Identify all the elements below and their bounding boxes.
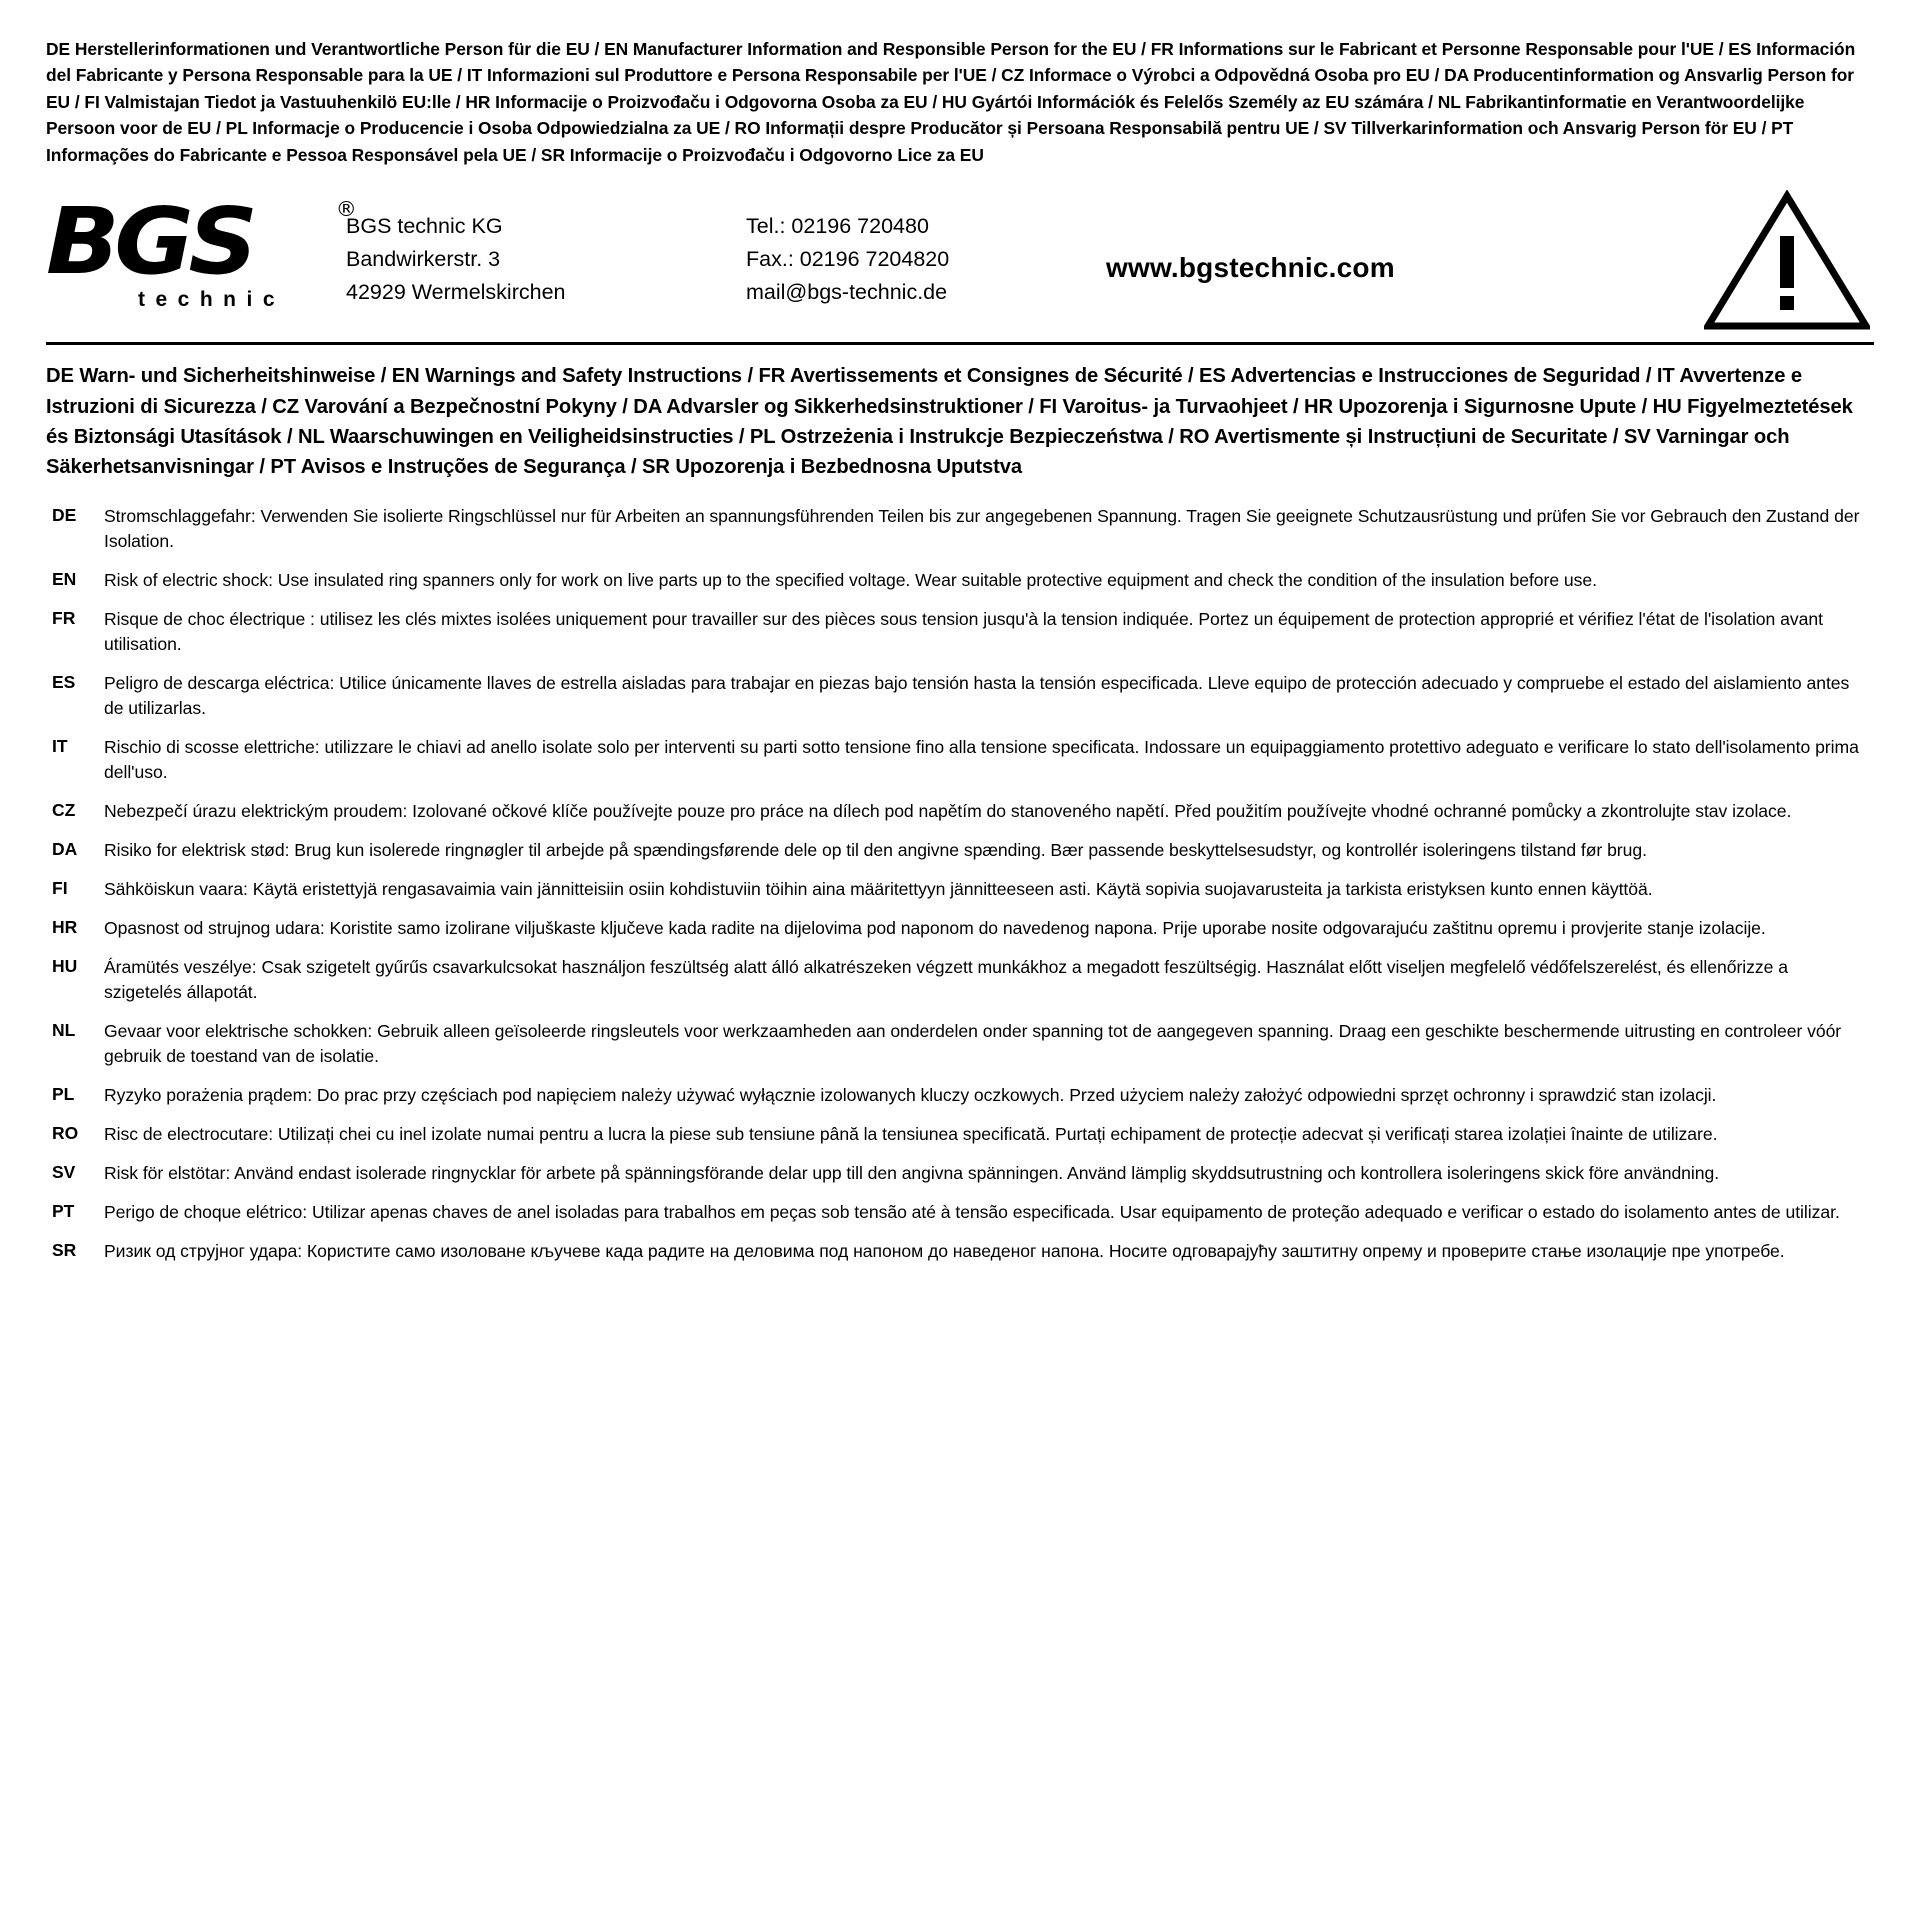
company-contact	[746, 184, 1106, 308]
company-email: mail@bgs-technic.de	[746, 279, 948, 304]
list-item	[46, 568, 1874, 593]
language-code: IT	[52, 736, 68, 757]
language-code: FR	[52, 608, 76, 629]
list-item	[46, 1122, 1874, 1147]
language-code: RO	[52, 1122, 79, 1143]
safety-instructions-heading: DE Warn- und Sicherheitshinweise / EN Warnings and Safety Instructions / FR Avertissements et Consignes de Sécurité / ES Advertencias e Instrucciones de Seguridad / IT Avvertenze e Istruzioni di Sicurezza / CZ Varování a Bezpečnostní Pokyny / DA Advarsler og Sikkerhedsinstruktioner / FI Varoitus- ja Turvaohjeet / HR Upozorenja i Sigurnosne Upute / HU Figyelmeztetések és Biztonsági Utasítások / NL Waarschuwingen en Veiligheidsinstructies / PL Ostrzeżenia i Instrukcje Bezpieczeństwa / RO Avertismente și Instrucțiuni de Securitate / SV Varningar och Säkerhetsanvisningar / PT Avisos e Instruções de Segurança / SR Upozorenja i Bezbednosna Uputstva	[46, 365, 1853, 479]
language-text: Áramütés veszélye: Csak szigetelt gyűrűs csavarkulcsokat használjon feszültség alatt álló alkatrészeken végzett munkákhoz a megadott feszültségig. Használat előtt viseljen megfelelő védőfelszerelést, és ellenőrizze a szigetelés állapotát.	[104, 957, 1788, 1003]
language-code: ES	[52, 672, 76, 693]
list-item	[46, 877, 1874, 902]
warning-triangle-icon	[1704, 190, 1870, 330]
language-text: Risiko for elektrisk stød: Brug kun isolerede ringnøgler til arbejde på spændingsførende dele op til den angivne spænding. Bær passende beskyttelsesudstyr, og kontrollér isoleringens tilstand før brug.	[104, 840, 1647, 861]
company-telephone: Tel.: 02196 720480	[746, 214, 929, 239]
language-text: Peligro de descarga eléctrica: Utilice únicamente llaves de estrella aisladas para trabajar en piezas bajo tensión hasta la tensión especificada. Lleve equipo de protección adecuado y compruebe el estado del aislamiento antes de utilizarlas.	[104, 673, 1850, 719]
language-text: Ryzyko porażenia prądem: Do prac przy częściach pod napięciem należy używać wyłącznie izolowanych kluczy oczkowych. Przed użyciem należy założyć odpowiedni sprzęt ochronny i sprawdzić stan izolacji.	[104, 1084, 1717, 1105]
language-code: FI	[52, 878, 68, 899]
language-code: SV	[52, 1161, 76, 1182]
language-code: HR	[52, 917, 78, 938]
logo-subtext: technic	[138, 287, 286, 311]
list-item	[46, 838, 1874, 863]
bgs-logo	[46, 184, 357, 311]
list-item	[46, 955, 1874, 1005]
language-code: DE	[52, 505, 77, 526]
company-fax: Fax.: 02196 7204820	[746, 246, 950, 271]
language-text: Gevaar voor elektrische schokken: Gebruik alleen geïsoleerde ringsleutels voor werkzaamheden aan onderdelen onder spanning tot de aangegeven spanning. Draag een geschikte beschermende uitrusting en controleer vóór gebruik de toestand van de isolatie.	[104, 1020, 1842, 1066]
company-name: BGS technic KG	[346, 214, 503, 239]
company-address	[346, 184, 746, 308]
language-code: CZ	[52, 800, 76, 821]
company-city: 42929 Wermelskirchen	[346, 279, 566, 304]
registered-trademark-icon: ®	[335, 197, 357, 222]
list-item	[46, 671, 1874, 721]
language-text: Sähköiskun vaara: Käytä eristettyjä rengasavaimia vain jännitteisiin osiin kohdistuviin töihin aina määritettyyn jännitteeseen asti. Käytä sopivia suojavarusteita ja tarkista eristyksen kunto ennen käyttöä.	[104, 879, 1653, 900]
list-item	[46, 1161, 1874, 1186]
list-item	[46, 1019, 1874, 1069]
list-item	[46, 1239, 1874, 1264]
language-text: Stromschlaggefahr: Verwenden Sie isolierte Ringschlüssel nur für Arbeiten an spannungsführenden Teilen bis zur angegebenen Spannung. Tragen Sie geeignete Schutzausrüstung und prüfen Sie vor Gebrauch den Zustand der Isolation.	[104, 506, 1860, 552]
company-street: Bandwirkerstr. 3	[346, 246, 501, 271]
language-code: PL	[52, 1083, 75, 1104]
manufacturer-info-heading: DE Herstellerinformationen und Verantwortliche Person für die EU / EN Manufacturer Information and Responsible Person for the EU / FR Informations sur le Fabricant et Personne Responsable pour l'UE / ES Información del Fabricante y Persona Responsable para la UE / IT Informazioni sul Produttore e Persona Responsabile per l'UE / CZ Informace o Výrobci a Odpovědná Osoba pro EU / DA Producentinformation og Ansvarlig Person for EU / FI Valmistajan Tiedot ja Vastuuhenkilö EU:lle / HR Informacije o Proizvođaču i Odgovorna Osoba za EU / HU Gyártói Információk és Felelős Személy az EU számára / NL Fabrikantinformatie en Verantwoordelijke Persoon voor de EU / PL Informacje o Producencie i Osoba Odpowiedzialna za UE / RO Informații despre Producător și Persoana Responsabilă pentru UE / SV Tillverkarinformation och Ansvarig Person för EU / PT Informações do Fabricante e Pessoa Responsável pela UE / SR Informacije o Proizvođaču i Odgovorno Lice za EU	[46, 39, 1856, 165]
language-text: Perigo de choque elétrico: Utilizar apenas chaves de anel isoladas para trabalhos em peças sob tensão até à tensão especificada. Usar equipamento de proteção adequado e verificar o estado do isolamento antes de utilizar.	[104, 1201, 1840, 1222]
language-text: Risk of electric shock: Use insulated ring spanners only for work on live parts up to the specified voltage. Wear suitable protective equipment and check the condition of the insulation before use.	[104, 570, 1597, 591]
language-text: Opasnost od strujnog udara: Koristite samo izolirane viljuškaste ključeve kada radite na dijelovima pod naponom do navedenog napona. Prije uporabe nosite odgovarajuću zaštitnu opremu i provjerite stanje izolacije.	[104, 918, 1766, 939]
list-item	[46, 1083, 1874, 1108]
list-item	[46, 735, 1874, 785]
logo-wordmark-text: BGS	[46, 188, 253, 296]
language-text: Nebezpečí úrazu elektrickým proudem: Izolované očkové klíče používejte pouze pro práce na dílech pod napětím do stanoveného napětí. Před použitím používejte vhodné ochranné pomůcky a zkontrolujte stav izolace.	[104, 801, 1792, 822]
language-code: NL	[52, 1019, 76, 1040]
language-text: Risque de choc électrique : utilisez les clés mixtes isolées uniquement pour travailler sur des pièces sous tension jusqu'à la tension indiquée. Portez un équipement de protection approprié et vérifiez l'état de l'isolation avant utilisation.	[104, 609, 1823, 655]
language-code: PT	[52, 1200, 75, 1221]
language-text: Risk för elstötar: Använd endast isolerade ringnycklar för arbete på spänningsförande delar upp till den angivna spänningen. Använd lämplig skyddsutrustning och kontrollera isoleringens skick före användning.	[104, 1162, 1720, 1183]
list-item	[46, 607, 1874, 657]
company-website: www.bgstechnic.com	[1106, 252, 1395, 284]
language-code: SR	[52, 1239, 77, 1260]
logo-wordmark	[46, 188, 361, 296]
language-code: HU	[52, 956, 78, 977]
list-item	[46, 799, 1874, 824]
language-code: EN	[52, 569, 77, 590]
language-text: Ризик од струјног удара: Користите само изоловане кључеве када радите на деловима под напоном до наведеног напона. Носите одговарајућу заштитну опрему и проверите стање изолације пре употребе.	[104, 1240, 1785, 1261]
language-text: Risc de electrocutare: Utilizați chei cu inel izolate numai pentru a lucra la piese sub tensiune până la tensiunea specificată. Purtați echipament de protecție adecvat și verificați starea izolației înainte de utilizare.	[104, 1123, 1718, 1144]
list-item	[46, 504, 1874, 554]
company-row	[46, 184, 1874, 311]
language-code: DA	[52, 839, 78, 860]
company-band	[46, 184, 1874, 345]
list-item	[46, 916, 1874, 941]
language-text: Rischio di scosse elettriche: utilizzare le chiavi ad anello isolate solo per interventi su parti sotto tensione fino alla tensione specificata. Indossare un equipaggiamento protettivo adeguato e verificare lo stato dell'isolamento prima dell'uso.	[104, 737, 1859, 783]
list-item	[46, 1200, 1874, 1225]
language-paragraph-list	[46, 504, 1874, 1263]
